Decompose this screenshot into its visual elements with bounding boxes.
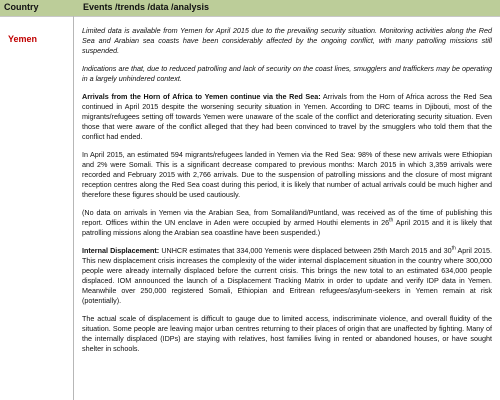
arabian-sea-note-paragraph: [82, 208, 492, 238]
internal-displacement-paragraph: [82, 246, 492, 306]
arrivals-text: Arrivals from the Horn of Africa across the Red Sea continued in April 2015 despite the worsening security situation in Yemen. According to DRC teams in Djibouti, most of the migrants/refugees setting off towards Yemen were unaware of the scale of the conflict and deteriorating security situation. Even those that were aware of the conflict alleged that they had been convinced to travel by the smugglers who told them that the conflict had ended.: [82, 92, 492, 141]
arabian-sea-note-text-end: April 2015 and it is likely that patrolling missions along the Arabian sea coastline have been suspended.): [82, 218, 492, 237]
internal-displacement-text: UNHCR estimates that 334,000 Yemenis were displaced between 25th March 2015 and 30: [159, 246, 452, 255]
column-divider: [73, 16, 74, 400]
arrivals-paragraph: [82, 92, 492, 142]
country-cell: Yemen: [8, 34, 38, 44]
country-column-header: Country: [4, 2, 39, 12]
ordinal-suffix: th: [451, 245, 456, 252]
events-cell: [82, 26, 492, 362]
events-column-header: Events /trends /data /analysis: [83, 2, 210, 12]
arrivals-heading: Arrivals from the Horn of Africa to Yemen continue via the Red Sea:: [82, 92, 321, 101]
internal-displacement-heading: Internal Displacement:: [82, 246, 160, 255]
table-header: [0, 0, 500, 17]
header-divider: [0, 16, 500, 17]
scale-of-displacement-paragraph: The actual scale of displacement is difficult to gauge due to limited access, indiscriminate violence, and overall fluidity of the situation. Some people are leaving major urban centres returning to their places of origin that are unaffected by fighting. Many of the internally displaced (IDPs) are staying with relatives, host families living in rented or abandoned houses, or have sought shelter in schools.: [82, 314, 492, 353]
april-arrivals-paragraph: In April 2015, an estimated 594 migrants/refugees landed in Yemen via the Red Sea: 98% of these new arrivals were Ethiopian and 2% were Somali. This is a significant decrease compared to previous months: March 2015 in which 3,359 arrivals were recorded and February 2015 with 2,766 arrivals. Due to the suspension of patrolling missions and the closure of most migrant reception centres along the Red Sea coast during this period, it is likely that number of actual arrivals could be much higher and therefore these figures should be used cautiously.: [82, 150, 492, 199]
limited-data-paragraph: Limited data is available from Yemen for April 2015 due to the prevailing security situation. Monitoring activities along the Red Sea and Arabian sea coasts have been considerably affected by the ongoing conflict, with many patrolling missions still suspended.: [82, 26, 492, 55]
indications-paragraph: Indications are that, due to reduced patrolling and lack of security on the coast lines, smugglers and traffickers may be operating in a largely unhindered context.: [82, 64, 492, 83]
ordinal-suffix: th: [389, 217, 394, 224]
internal-displacement-text-end: April 2015. This new displacement crisis increases the complexity of the wider internal displacement situation in the country where 300,000 people were already internally displaced before the current crisis. This brings the new total to an estimated 634,000 people displaced. IOM announced the launch of a Displacement Tracking Matrix in order to update and verify IDP data in Yemen. Meanwhile over 250,000 registered Somali, Ethiopian and Eritrean refugees/asylum-seekers in Yemen remain at risk (potentially).: [82, 246, 492, 305]
arabian-sea-note-text: (No data on arrivals in Yemen via the Arabian Sea, from Somaliland/Puntland, was received as of the time of publishing this report. Offices within the UN enclave in Aden were occupied by armed Houthi elements in 26: [82, 208, 492, 227]
